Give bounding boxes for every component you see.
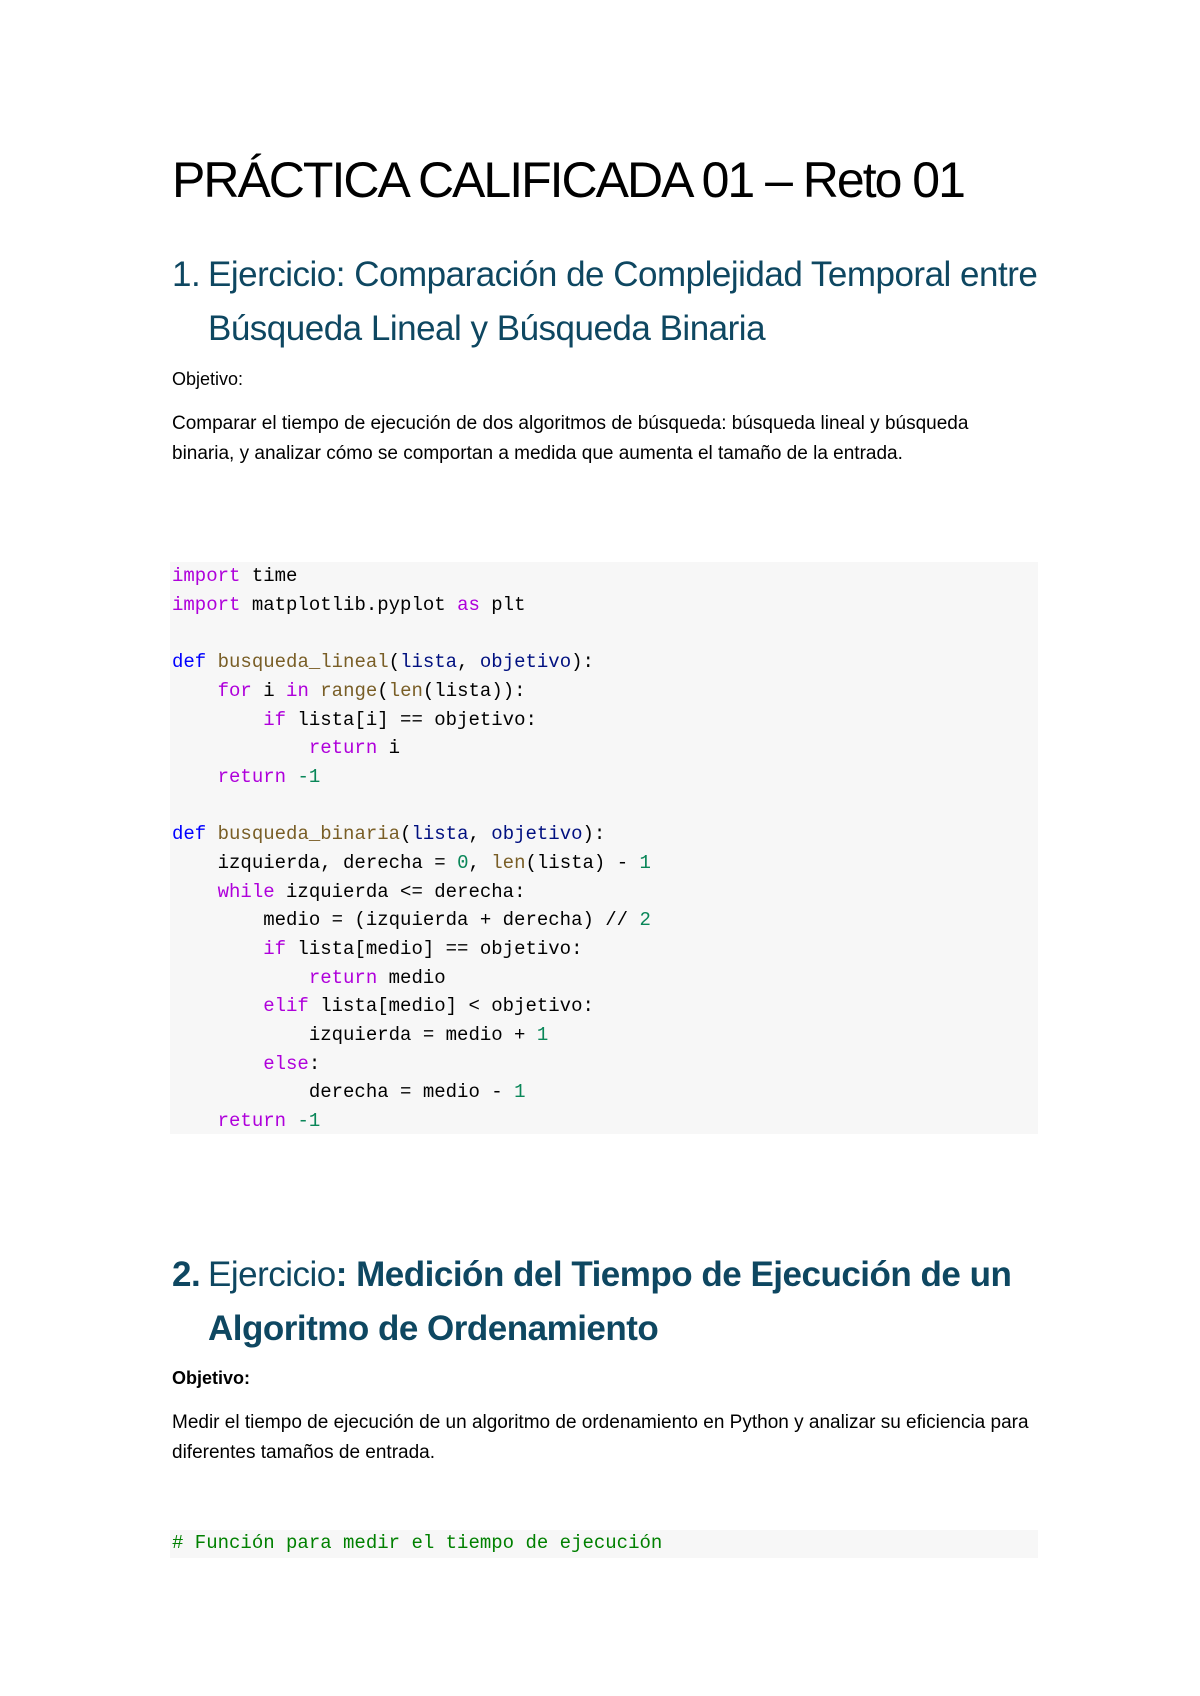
code-block-search-algorithms: [170, 562, 1038, 1134]
code-line: def busqueda_lineal(lista, objetivo):: [172, 651, 594, 673]
section-1-heading: [172, 248, 1052, 356]
code-line: else:: [263, 1053, 321, 1075]
section-2-objective-label: Objetivo:: [172, 1368, 251, 1388]
code-line: elif lista[medio] < objetivo:: [263, 995, 594, 1017]
section-2-number: 2.: [172, 1255, 201, 1294]
code-line: return i: [308, 737, 401, 759]
section-2-heading-text: : Medición del Tiempo de Ejecución de un Algoritmo de Ordenamiento: [208, 1255, 1012, 1348]
section-1-heading-prefix: Ejercicio:: [208, 255, 345, 294]
section-2-objective-text: Medir el tiempo de ejecución de un algoritmo de ordenamiento en Python y analizar su eficiencia para diferentes tamaños de entrada.: [172, 1412, 1029, 1463]
code-line: izquierda, derecha = 0, len(lista) - 1: [217, 852, 651, 874]
code-line: medio = (izquierda + derecha) // 2: [263, 909, 651, 931]
section-1-heading-text: Comparación de Complejidad Temporal entre Búsqueda Lineal y Búsqueda Binaria: [208, 255, 1038, 348]
code-line: def busqueda_binaria(lista, objetivo):: [172, 823, 606, 845]
code-line: return -1: [217, 766, 321, 788]
code-line: return medio: [308, 967, 446, 989]
document-title: PRÁCTICA CALIFICADA 01 – Reto 01: [172, 152, 964, 208]
code-line: for i in range(len(lista)):: [217, 680, 526, 702]
section-1-objective-label: Objetivo:: [172, 369, 244, 389]
code-line: izquierda = medio + 1: [308, 1024, 549, 1046]
section-1-objective-text: Comparar el tiempo de ejecución de dos algoritmos de búsqueda: búsqueda lineal y búsqueda binaria, y analizar cómo se comportan a medida que aumenta el tamaño de la entrada.: [172, 413, 969, 464]
code-line: import matplotlib.pyplot as plt: [172, 594, 526, 616]
code-line: while izquierda <= derecha:: [217, 881, 526, 903]
section-1-number: 1.: [172, 255, 201, 294]
code-line: import time: [172, 565, 298, 587]
section-2-heading-prefix: Ejercicio: [208, 1255, 336, 1294]
code-line: derecha = medio - 1: [308, 1081, 526, 1103]
code-line: if lista[i] == objetivo:: [263, 709, 537, 731]
code-line: return -1: [217, 1110, 321, 1132]
code-block-sorting: [170, 1530, 1038, 1558]
section-2-heading: [172, 1248, 1052, 1356]
code-comment-line: # Función para medir el tiempo de ejecución: [172, 1532, 663, 1554]
code-line: if lista[medio] == objetivo:: [263, 938, 583, 960]
